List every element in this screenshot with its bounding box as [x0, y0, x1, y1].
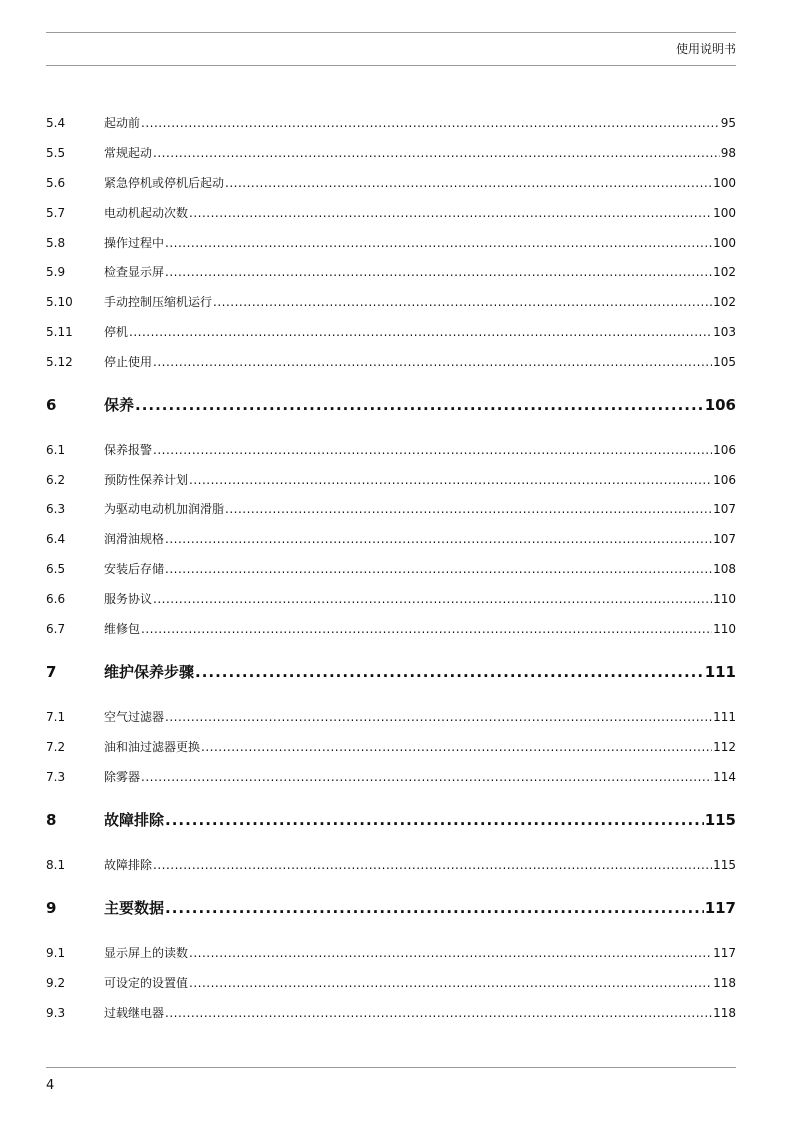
toc-dot-leader: [141, 769, 712, 785]
toc-entry-number: 5.9: [46, 265, 66, 279]
toc-entry-title: 预防性保养计划: [104, 473, 189, 487]
toc-entry-title: 过载继电器: [104, 1006, 165, 1020]
toc-entry-title: 保养报警: [104, 443, 153, 457]
toc-dot-leader: [165, 1005, 712, 1021]
toc-entry[interactable]: [46, 235, 736, 251]
toc-entry-title: 主要数据: [104, 899, 165, 917]
toc-entry[interactable]: [46, 442, 736, 458]
toc-entry-page: 114: [713, 770, 736, 784]
toc-dot-leader: [165, 811, 704, 829]
toc-entry-number: 9: [46, 899, 57, 917]
toc-entry-title: 可设定的设置值: [104, 976, 189, 990]
header-title: 使用说明书: [675, 42, 736, 56]
toc-entry-page: 102: [713, 295, 736, 309]
toc-entry-title: 油和油过滤器更换: [104, 740, 201, 754]
toc-entry-number: 6.5: [46, 562, 66, 576]
toc-entry-number: 5.6: [46, 176, 66, 190]
toc-dot-leader: [189, 975, 712, 991]
toc-entry[interactable]: [46, 175, 736, 191]
toc-entry[interactable]: [46, 145, 736, 161]
toc-entry-title: 除雾器: [104, 770, 141, 784]
toc-dot-leader: [135, 396, 704, 414]
toc-entry-number: 7.3: [46, 770, 66, 784]
toc-entry-page: 103: [713, 325, 736, 339]
toc-dot-leader: [225, 175, 712, 191]
toc-entry-page: 95: [720, 116, 736, 130]
toc-entry-number: 7.1: [46, 710, 66, 724]
toc-entry-page: 115: [704, 811, 736, 829]
toc-dot-leader: [165, 235, 712, 251]
toc-entry-page: 118: [713, 1006, 736, 1020]
toc-dot-leader: [165, 899, 704, 917]
toc-entry-page: 107: [713, 532, 736, 546]
toc-dot-leader: [129, 324, 712, 340]
toc-dot-leader: [153, 857, 712, 873]
toc-entry-title: 常规起动: [104, 146, 153, 160]
toc-entry-page: 115: [713, 858, 736, 872]
toc-entry-title: 起动前: [104, 116, 141, 130]
toc-entry-number: 5.5: [46, 146, 66, 160]
toc-entry-title: 服务协议: [104, 592, 153, 606]
toc-entry-number: 9.2: [46, 976, 66, 990]
toc-entry-page: 111: [713, 710, 736, 724]
toc-entry-title: 维护保养步骤: [104, 663, 195, 681]
toc-entry-number: 7: [46, 663, 57, 681]
toc-entry-number: 6.1: [46, 443, 66, 457]
toc-dot-leader: [201, 739, 712, 755]
toc-dot-leader: [165, 531, 712, 547]
toc-entry-title: 停机: [104, 325, 129, 339]
toc-entry[interactable]: [46, 1005, 736, 1021]
toc-entry-page: 100: [713, 206, 736, 220]
toc-entry-number: 5.8: [46, 236, 66, 250]
toc-entry-title: 电动机起动次数: [104, 206, 189, 220]
toc-entry-title: 操作过程中: [104, 236, 165, 250]
toc-dot-leader: [141, 621, 712, 637]
header-top-rule: [46, 32, 736, 33]
toc-entry-number: 9.1: [46, 946, 66, 960]
toc-dot-leader: [195, 663, 704, 681]
toc-entry-number: 6.4: [46, 532, 66, 546]
toc-entry[interactable]: [46, 945, 736, 961]
toc-entry-page: 100: [713, 236, 736, 250]
footer-rule: [46, 1067, 736, 1068]
toc-chapter-entry[interactable]: [46, 396, 736, 414]
toc-entry-number: 6.6: [46, 592, 66, 606]
toc-entry-page: 117: [704, 899, 736, 917]
toc-entry-page: 118: [713, 976, 736, 990]
toc-entry[interactable]: [46, 739, 736, 755]
toc-entry[interactable]: [46, 709, 736, 725]
toc-entry-title: 故障排除: [104, 858, 153, 872]
toc-dot-leader: [165, 709, 712, 725]
toc-entry-number: 6.7: [46, 622, 66, 636]
toc-entry[interactable]: [46, 531, 736, 547]
toc-entry-title: 润滑油规格: [104, 532, 165, 546]
toc-entry-title: 空气过滤器: [104, 710, 165, 724]
toc-entry[interactable]: [46, 975, 736, 991]
toc-entry-title: 故障排除: [104, 811, 165, 829]
toc-dot-leader: [165, 561, 712, 577]
toc-entry[interactable]: [46, 354, 736, 370]
toc-entry[interactable]: [46, 115, 736, 131]
toc-dot-leader: [213, 294, 712, 310]
toc-entry-number: 6.3: [46, 502, 66, 516]
toc-dot-leader: [225, 501, 712, 517]
toc-entry-page: 106: [713, 473, 736, 487]
header-bottom-rule: [46, 65, 736, 66]
toc-entry-page: 110: [713, 622, 736, 636]
toc-entry[interactable]: [46, 472, 736, 488]
toc-entry-number: 5.4: [46, 116, 66, 130]
toc-entry-number: 9.3: [46, 1006, 66, 1020]
toc-entry[interactable]: [46, 857, 736, 873]
toc-entry[interactable]: [46, 561, 736, 577]
toc-entry-number: 5.12: [46, 355, 73, 369]
toc-entry[interactable]: [46, 621, 736, 637]
toc-dot-leader: [189, 945, 712, 961]
toc-entry-number: 8: [46, 811, 57, 829]
toc-chapter-entry[interactable]: [46, 663, 736, 681]
toc-entry-number: 8.1: [46, 858, 66, 872]
toc-entry-page: 105: [713, 355, 736, 369]
toc-entry-title: 停止使用: [104, 355, 153, 369]
toc-entry-title: 检查显示屏: [104, 265, 165, 279]
toc-entry-number: 5.7: [46, 206, 66, 220]
toc-entry-title: 保养: [104, 396, 135, 414]
toc-dot-leader: [189, 472, 712, 488]
toc-entry-title: 显示屏上的读数: [104, 946, 189, 960]
toc-dot-leader: [153, 442, 712, 458]
toc-entry-number: 6: [46, 396, 57, 414]
toc-entry-page: 107: [713, 502, 736, 516]
toc-entry-number: 6.2: [46, 473, 66, 487]
toc-dot-leader: [165, 264, 712, 280]
toc-entry-title: 为驱动电动机加润滑脂: [104, 502, 225, 516]
toc-entry-page: 111: [704, 663, 736, 681]
toc-chapter-entry[interactable]: [46, 899, 736, 917]
toc-entry-page: 102: [713, 265, 736, 279]
toc-entry-page: 108: [713, 562, 736, 576]
toc-entry-title: 手动控制压缩机运行: [104, 295, 213, 309]
toc-entry-number: 5.10: [46, 295, 73, 309]
toc-entry[interactable]: [46, 769, 736, 785]
toc-entry-page: 100: [713, 176, 736, 190]
toc-dot-leader: [141, 115, 720, 131]
toc-entry-number: 5.11: [46, 325, 73, 339]
toc-dot-leader: [153, 591, 712, 607]
toc-entry-title: 安装后存储: [104, 562, 165, 576]
toc-entry-page: 112: [713, 740, 736, 754]
page-number: 4: [46, 1078, 55, 1093]
toc-entry[interactable]: [46, 264, 736, 280]
toc-entry[interactable]: [46, 205, 736, 221]
toc-dot-leader: [153, 354, 712, 370]
toc-dot-leader: [189, 205, 712, 221]
toc-entry[interactable]: [46, 294, 736, 310]
toc-entry[interactable]: [46, 591, 736, 607]
toc-entry-title: 维修包: [104, 622, 141, 636]
toc-chapter-entry[interactable]: [46, 811, 736, 829]
toc-entry-page: 98: [720, 146, 736, 160]
toc-entry-page: 106: [704, 396, 736, 414]
toc-entry[interactable]: [46, 324, 736, 340]
toc-dot-leader: [153, 145, 720, 161]
toc-entry-page: 110: [713, 592, 736, 606]
toc-entry-number: 7.2: [46, 740, 66, 754]
toc-entry-page: 106: [713, 443, 736, 457]
toc-entry-page: 117: [713, 946, 736, 960]
toc-entry-title: 紧急停机或停机后起动: [104, 176, 225, 190]
toc-entry[interactable]: [46, 501, 736, 517]
